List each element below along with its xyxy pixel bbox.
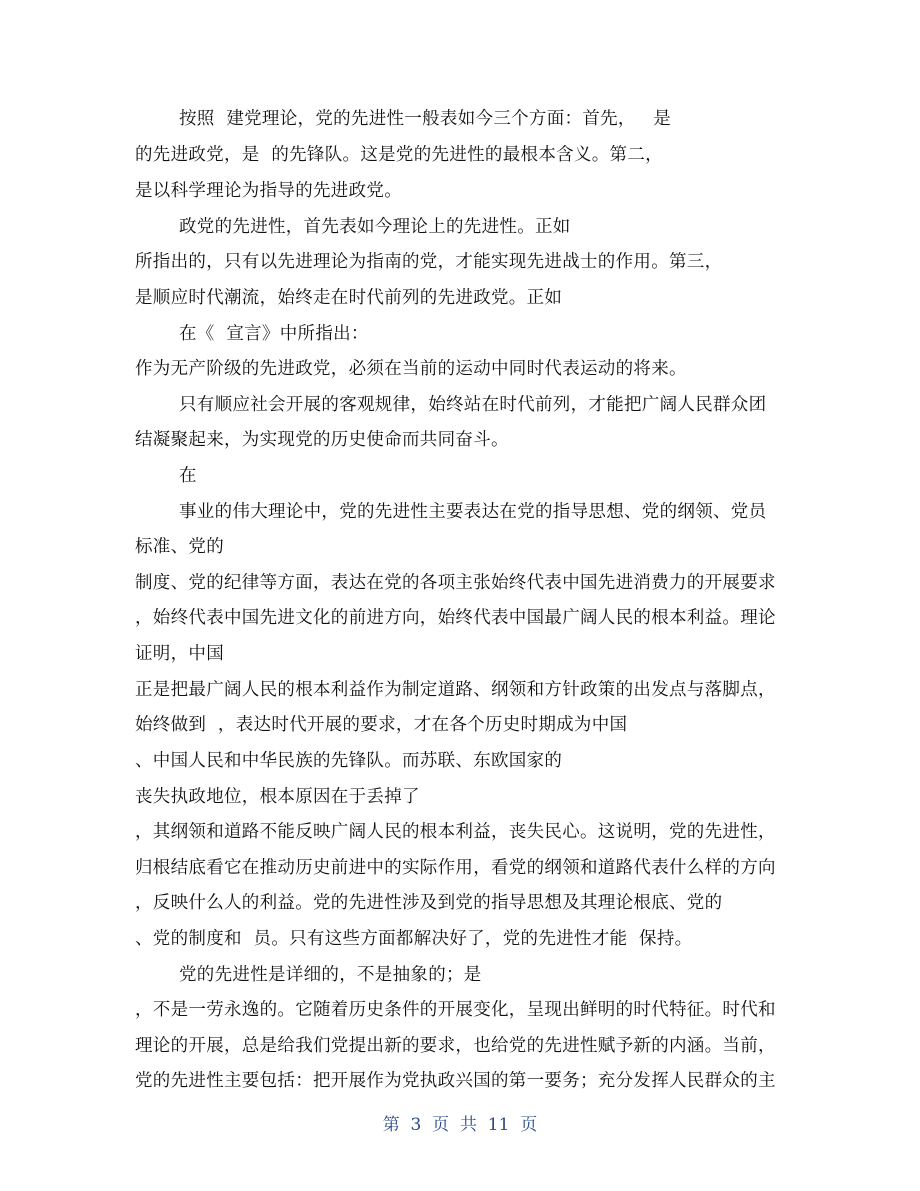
text-line-14: 制度、党的纪律等方面，表达在党的各项主张始终代表中国先进消费力的开展要求 — [135, 573, 776, 593]
text-line-26: ，不是一劳永逸的。它随着历史条件的开展变化，呈现出鲜明的时代特征。时代和 — [135, 1000, 776, 1020]
text-line-6: 是顺应时代潮流，始终走在时代前列的先进政党。正如 — [135, 288, 563, 308]
text-line-10: 结凝聚起来，为实现党的历史使命而共同奋斗。 — [135, 430, 509, 450]
text-line-12: 事业的伟大理论中，党的先进性主要表达在党的指导思想、党的纲领、党员 — [179, 502, 767, 522]
text-line-9: 只有顺应社会开展的客观规律，始终站在时代前列，才能把广阔人民群众团 — [179, 395, 767, 415]
text-line-20: 丧失执政地位，根本原因在于丢掉了 — [135, 787, 420, 807]
text-line-11: 在 — [179, 466, 197, 486]
text-line-17: 正是把最广阔人民的根本利益作为制定道路、纲领和方针政策的出发点与落脚点， — [135, 680, 776, 700]
text-line-22: 归根结底看它在推动历史前进中的实际作用，看党的纲领和道路代表什么样的方向 — [135, 858, 776, 878]
text-line-15: ，始终代表中国先进文化的前进方向，始终代表中国最广阔人民的根本利益。理论 — [135, 608, 776, 628]
text-line-1: 按照 建党理论，党的先进性一般表如今三个方面：首先， 是 — [179, 109, 672, 129]
text-line-7: 在《 宣言》中所指出： — [179, 324, 369, 344]
text-line-18: 始终做到 ，表达时代开展的要求，才在各个历史时期成为中国 — [135, 715, 628, 735]
text-line-21: ，其纲领和道路不能反映广阔人民的根本利益，丧失民心。这说明，党的先进性， — [135, 822, 776, 842]
text-line-2: 的先进政党，是 的先锋队。这是党的先进性的最根本含义。第二， — [135, 145, 663, 165]
text-line-3: 是以科学理论为指导的先进政党。 — [135, 181, 402, 201]
text-line-13: 标准、党的 — [135, 537, 224, 557]
text-line-16: 证明，中国 — [135, 644, 224, 664]
text-line-8: 作为无产阶级的先进政党，必须在当前的运动中同时代表运动的将来。 — [135, 359, 687, 379]
text-line-19: 、中国人民和中华民族的先锋队。而苏联、东欧国家的 — [135, 751, 563, 771]
text-line-27: 理论的开展，总是给我们党提出新的要求，也给党的先进性赋予新的内涵。当前， — [135, 1036, 776, 1056]
text-line-25: 党的先进性是详细的，不是抽象的；是 — [179, 965, 482, 985]
text-line-28: 党的先进性主要包括：把开展作为党执政兴国的第一要务；充分发挥人民群众的主 — [135, 1071, 776, 1091]
text-line-5: 所指出的，只有以先进理论为指南的党，才能实现先进战士的作用。第三， — [135, 252, 723, 272]
text-line-4: 政党的先进性，首先表如今理论上的先进性。正如 — [179, 217, 571, 237]
text-line-24: 、党的制度和 员。只有这些方面都解决好了，党的先进性才能 保持。 — [135, 929, 693, 949]
page-number-footer: 第 3 页 共 11 页 — [382, 1115, 538, 1135]
text-line-23: ，反映什么人的利益。党的先进性涉及到党的指导思想及其理论根底、党的 — [135, 893, 723, 913]
